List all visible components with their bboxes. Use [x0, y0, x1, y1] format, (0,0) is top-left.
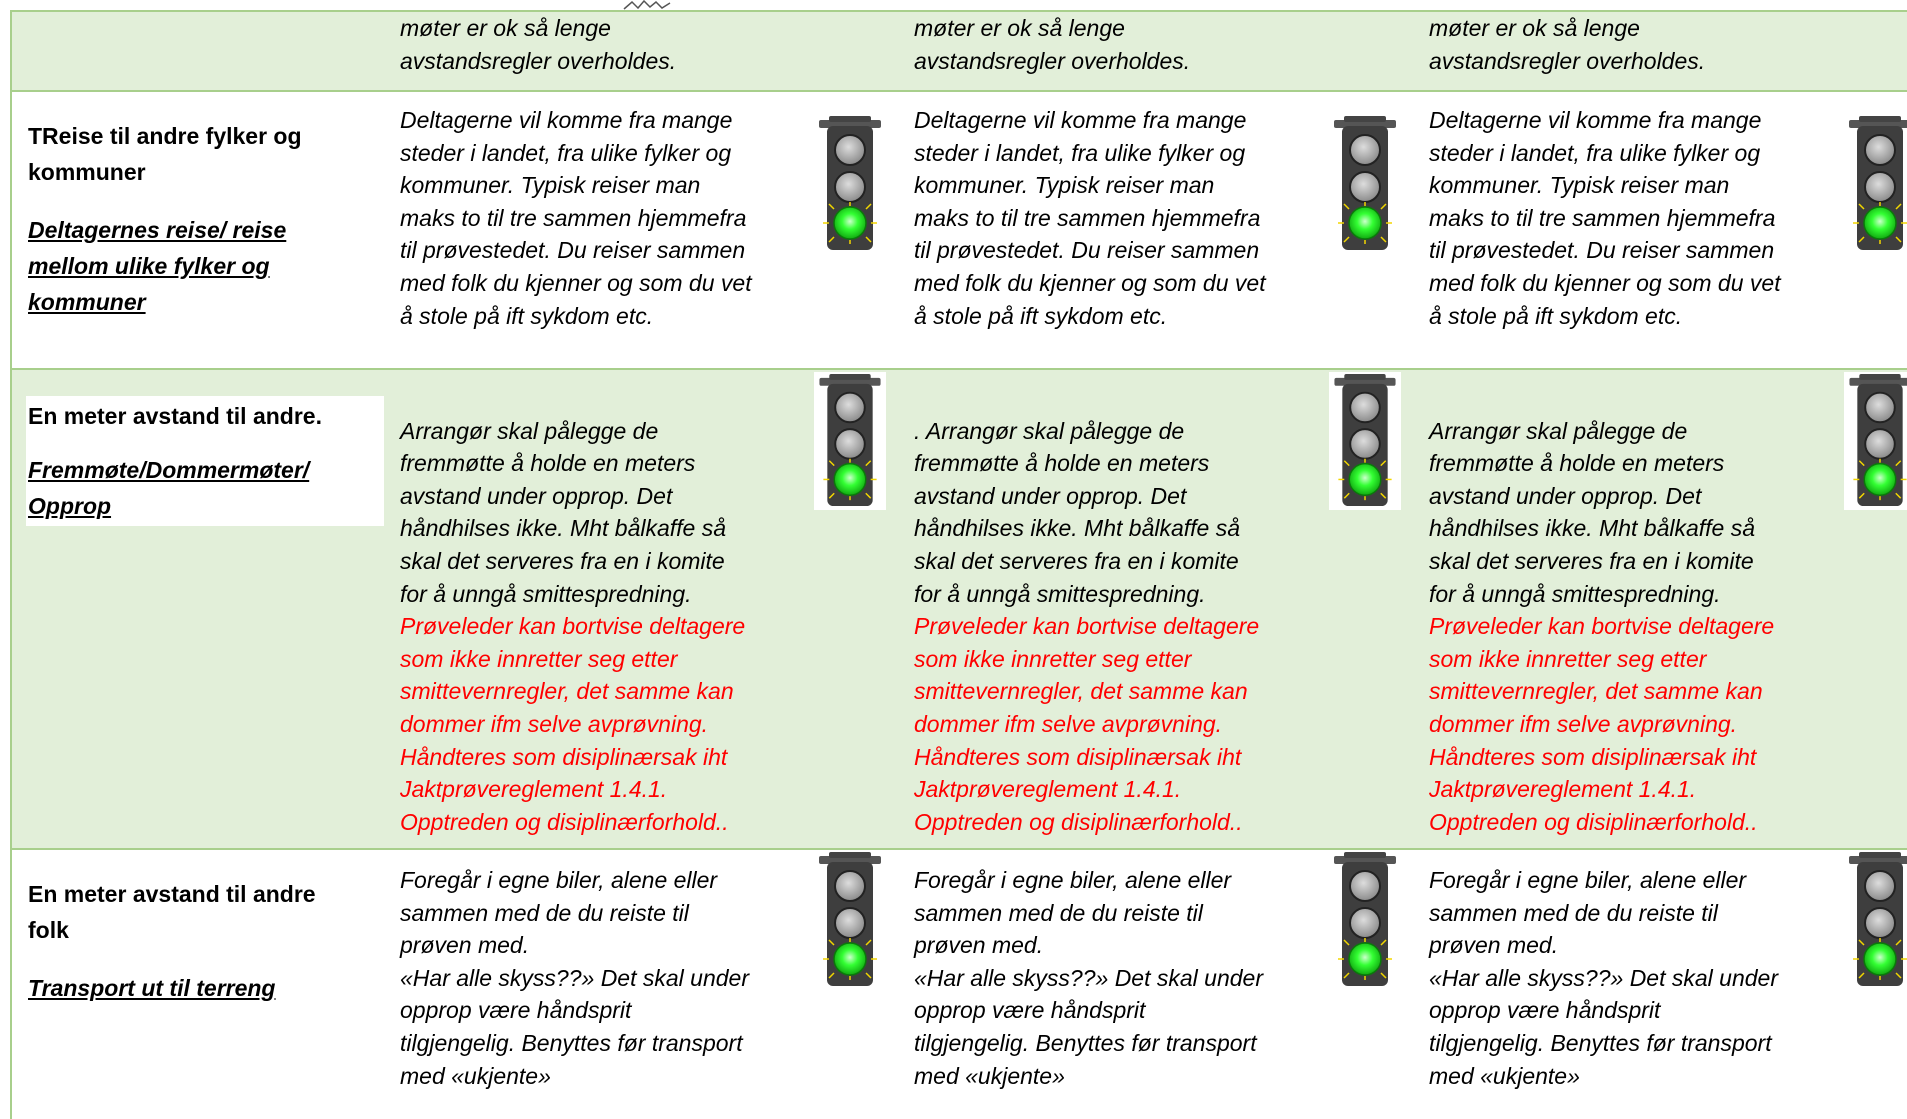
cell-text — [1429, 382, 1774, 871]
row-label-subtitle: Fremmøte/Dommermøter/ Opprop — [28, 457, 310, 519]
row-label-subtitle: Transport ut til terreng — [28, 975, 276, 1001]
cropped-image-fragment — [622, 0, 672, 10]
table-row — [12, 370, 1907, 850]
cell-text: Deltagerne vil komme fra mange steder i landet, fra ulike fylker og kommuner. Typisk reiser man maks to til tre sammen hjemmefra til prøvestedet. Du reiser sammen med folk du kjenner og som du vet å stole på ift sykdom etc. — [400, 107, 752, 329]
table-row — [12, 850, 1907, 1119]
cell-text: Deltagerne vil komme fra mange steder i landet, fra ulike fylker og kommuner. Typisk reiser man maks to til tre sammen hjemmefra til prøvestedet. Du reiser sammen med folk du kjenner og som du vet å stole på ift sykdom etc. — [914, 107, 1266, 329]
traffic-light-green-icon — [814, 372, 886, 510]
cell-text-black: Arrangør skal pålegge de fremmøtte å holde en meters avstand under opprop. Det håndhilses ikke. Mht bålkaffe så skal det serveres fra en i komite for å unngå smittespredning. — [1429, 417, 1756, 607]
traffic-light-green-icon — [1847, 114, 1907, 254]
traffic-light-green-icon — [817, 114, 883, 254]
traffic-light-green-icon — [817, 850, 883, 990]
traffic-light-green-icon — [1332, 850, 1398, 990]
row-label — [28, 118, 302, 320]
guideline-table — [10, 10, 1907, 1119]
cell-text: møter er ok så lenge avstandsregler overholdes. — [914, 15, 1191, 74]
cell-text: Deltagerne vil komme fra mange steder i landet, fra ulike fylker og kommuner. Typisk reiser man maks to til tre sammen hjemmefra til prøvestedet. Du reiser sammen med folk du kjenner og som du vet å stole på ift sykdom etc. — [1429, 107, 1781, 329]
cell-text — [914, 382, 1259, 871]
cell-text-red: Prøveleder kan bortvise deltagere som ikke innretter seg etter smittevernregler, det samme kan dommer ifm selve avprøvning. Håndteres som disiplinærsak iht Jaktprøvereglement 1.4.1. Opptreden og disiplinærforhold.. — [914, 613, 1260, 835]
traffic-light-green-icon — [1329, 372, 1401, 510]
cell-text-black: Arrangør skal pålegge de fremmøtte å holde en meters avstand under opprop. Det håndhilses ikke. Mht bålkaffe så skal det serveres fra en i komite for å unngå smittespredning. — [400, 417, 727, 607]
traffic-light-green-icon — [1847, 850, 1907, 990]
row-label — [28, 876, 316, 1006]
row-label-title: En meter avstand til andre folk — [28, 881, 316, 943]
cell-text: møter er ok så lenge avstandsregler overholdes. — [400, 15, 677, 74]
table-row — [12, 92, 1907, 370]
row-label — [28, 398, 322, 524]
row-label-subtitle: Deltagernes reise/ reise mellom ulike fylker og kommuner — [28, 217, 287, 315]
row-label-title: TReise til andre fylker og kommuner — [28, 123, 302, 185]
cell-text — [400, 382, 745, 871]
cell-text: Foregår i egne biler, alene eller sammen med de du reiste til prøven med. «Har alle skyss??» Det skal under opprop være håndsprit tilgjengelig. Benyttes før transport med «ukjente» — [1429, 867, 1778, 1089]
row-label-title: En meter avstand til andre. — [28, 403, 322, 429]
cell-text: Foregår i egne biler, alene eller sammen med de du reiste til prøven med. «Har alle skyss??» Det skal under opprop være håndsprit tilgjengelig. Benyttes før transport med «ukjente» — [914, 867, 1263, 1089]
table-row — [12, 12, 1907, 92]
traffic-light-green-icon — [1844, 372, 1907, 510]
cell-text-red: Prøveleder kan bortvise deltagere som ikke innretter seg etter smittevernregler, det samme kan dommer ifm selve avprøvning. Håndteres som disiplinærsak iht Jaktprøvereglement 1.4.1. Opptreden og disiplinærforhold.. — [400, 613, 746, 835]
cell-text-red: Prøveleder kan bortvise deltagere som ikke innretter seg etter smittevernregler, det samme kan dommer ifm selve avprøvning. Håndteres som disiplinærsak iht Jaktprøvereglement 1.4.1. Opptreden og disiplinærforhold.. — [1429, 613, 1775, 835]
cell-text: Foregår i egne biler, alene eller sammen med de du reiste til prøven med. «Har alle skyss??» Det skal under opprop være håndsprit tilgjengelig. Benyttes før transport med «ukjente» — [400, 867, 749, 1089]
cell-text-black: . Arrangør skal pålegge de fremmøtte å holde en meters avstand under opprop. Det håndhilses ikke. Mht bålkaffe så skal det serveres fra en i komite for å unngå smittespredning. — [914, 417, 1241, 607]
cell-text: møter er ok så lenge avstandsregler overholdes. — [1429, 15, 1706, 74]
traffic-light-green-icon — [1332, 114, 1398, 254]
